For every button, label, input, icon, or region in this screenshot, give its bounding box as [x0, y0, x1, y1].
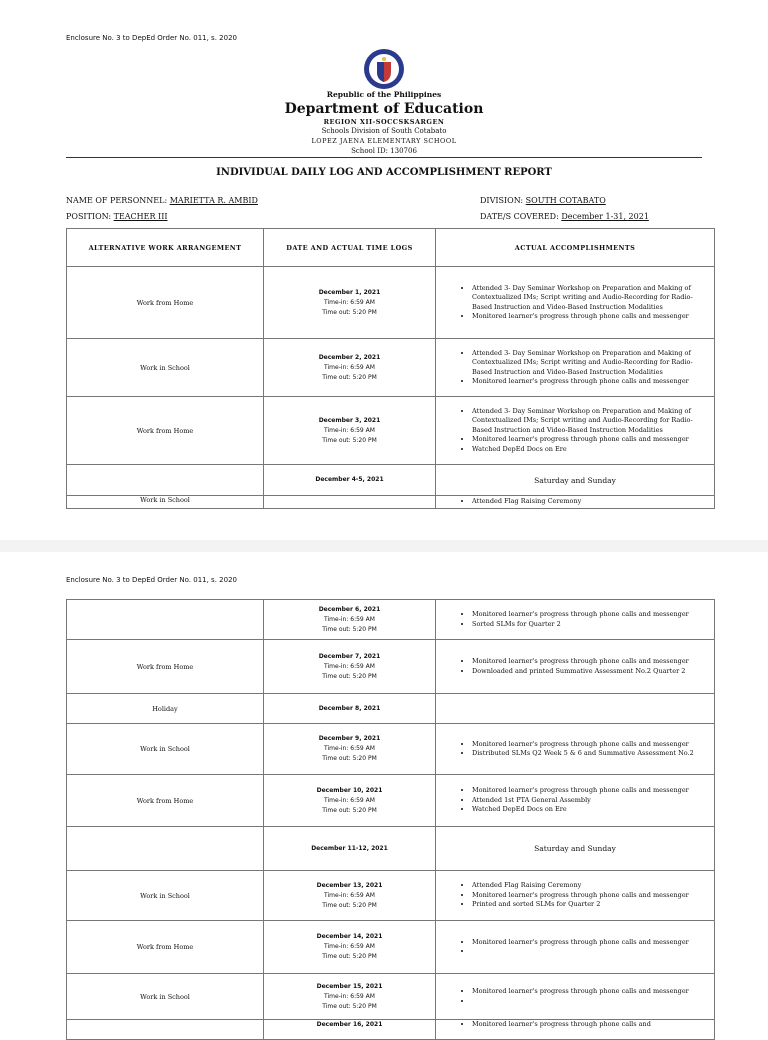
accomplishment-item: • Attended 3- Day Seminar Workshop on Preparation and Making of Contextualized IMs; Script writing and Audio-Recording for Radio-Based Instruction and Video-Based Instruction Modalities	[472, 407, 706, 436]
position-row	[66, 212, 168, 221]
page-gap	[0, 540, 768, 552]
arrangement-cell: Holiday	[67, 694, 264, 724]
accomplishment-item: • Attended Flag Raising Ceremony	[472, 881, 706, 891]
accomplishment-item: • Monitored learner's progress through phone calls and messenger	[472, 740, 706, 750]
table-row	[67, 267, 715, 339]
table-row	[67, 775, 715, 827]
log-date: December 7, 2021	[318, 652, 381, 660]
dates-covered-value: December 1-31, 2021	[561, 212, 649, 221]
table-row	[67, 496, 715, 509]
log-date: December 2, 2021	[318, 353, 381, 361]
accomplishment-item: • Attended 3- Day Seminar Workshop on Preparation and Making of Contextualized IMs; Script writing and Audio-Recording for Radio-Based Instruction and Video-Based Instruction Modalities	[472, 284, 706, 313]
dates-covered-row	[480, 212, 649, 221]
accomplishments-cell	[436, 871, 715, 921]
log-date: December 15, 2021	[316, 982, 383, 990]
log-date: December 4-5, 2021	[315, 476, 384, 483]
department-title: Department of Education	[284, 101, 484, 117]
time-out: Time out: 5:20 PM	[322, 806, 377, 814]
time-in: Time-in: 6:59 AM	[324, 426, 375, 434]
accomplishments-cell	[436, 600, 715, 640]
log-date: December 11-12, 2021	[311, 844, 388, 852]
log-date: December 16, 2021	[316, 1021, 383, 1028]
time-out: Time out: 5:20 PM	[322, 436, 377, 444]
accomplishment-item: • Monitored learner's progress through phone calls and messenger	[472, 312, 706, 322]
accomplishments-cell	[436, 339, 715, 397]
arrangement-cell: Work from Home	[67, 921, 264, 974]
time-in: Time-in: 6:59 AM	[324, 363, 375, 371]
accomplishment-item: • Monitored learner's progress through phone calls and messenger	[472, 786, 706, 796]
personnel-name-row	[66, 196, 258, 205]
school-name: LOPEZ JAENA ELEMENTARY SCHOOL	[311, 137, 457, 145]
school-id: School ID: 130706	[351, 147, 417, 155]
position-value: TEACHER III	[113, 212, 168, 221]
accomplishment-item: • Sorted SLMs for Quarter 2	[472, 620, 706, 630]
time-out: Time out: 5:20 PM	[322, 1002, 377, 1010]
arrangement-cell: Work from Home	[67, 397, 264, 465]
accomplishments-cell	[436, 921, 715, 974]
time-log-cell	[264, 974, 436, 1020]
time-log-cell	[264, 775, 436, 827]
log-date: December 8, 2021	[318, 704, 381, 712]
document-page-2	[0, 552, 768, 1028]
division-row	[480, 196, 606, 205]
time-in: Time-in: 6:59 AM	[324, 745, 375, 752]
arrangement-cell: Work from Home	[67, 267, 264, 339]
accomplishments-cell	[436, 640, 715, 694]
table-row	[67, 600, 715, 640]
table-row	[67, 974, 715, 1020]
arrangement-cell	[67, 465, 264, 496]
table-row	[67, 694, 715, 724]
time-in: Time-in: 6:59 AM	[324, 943, 375, 950]
time-out: Time out: 5:20 PM	[322, 901, 377, 909]
log-date: December 1, 2021	[318, 288, 381, 296]
enclosure-note: Enclosure No. 3 to DepEd Order No. 011, s. 2020	[66, 576, 237, 584]
column-header: ALTERNATIVE WORK ARRANGEMENT	[67, 229, 264, 267]
accomplishment-item: • Attended 1st PTA General Assembly	[472, 796, 706, 806]
arrangement-cell: Work in School	[67, 496, 264, 509]
arrangement-cell: Work in School	[67, 339, 264, 397]
accomplishment-item: • Monitored learner's progress through phone calls and messenger	[472, 938, 706, 948]
division-field-value: SOUTH COTABATO	[525, 196, 606, 205]
time-log-cell	[264, 921, 436, 974]
accomplishments-cell	[436, 397, 715, 465]
log-date: December 3, 2021	[318, 416, 381, 424]
time-out: Time out: 5:20 PM	[322, 373, 377, 381]
accomplishments-cell	[436, 694, 715, 724]
table-row	[67, 397, 715, 465]
accomplishment-item: • Monitored learner's progress through phone calls and messenger	[472, 377, 706, 387]
arrangement-cell: Work in School	[67, 974, 264, 1020]
time-log-cell	[264, 600, 436, 640]
arrangement-cell	[67, 600, 264, 640]
accomplishments-cell	[436, 496, 715, 509]
time-log-cell	[264, 724, 436, 775]
accomplishments-cell	[436, 1020, 715, 1040]
arrangement-cell: Work in School	[67, 871, 264, 921]
accomplishments-cell	[436, 724, 715, 775]
accomplishment-item: • Monitored learner's progress through phone calls and	[472, 1020, 706, 1030]
personnel-name-value: MARIETTA R. AMBID	[169, 196, 258, 205]
accomplishment-item: • Distributed SLMs Q2 Week 5 & 6 and Summative Assessment No.2	[472, 749, 706, 759]
accomplishment-item: • Watched DepEd Docs on Ere	[472, 805, 706, 815]
log-date: December 10, 2021	[316, 786, 383, 794]
time-in: Time-in: 6:59 AM	[324, 992, 375, 1000]
time-in: Time-in: 6:59 AM	[324, 796, 375, 804]
accomplishment-item: • Attended Flag Raising Ceremony	[472, 497, 706, 507]
time-in: Time-in: 6:59 AM	[324, 662, 375, 670]
column-header: DATE AND ACTUAL TIME LOGS	[264, 229, 436, 267]
time-out: Time out: 5:20 PM	[322, 308, 377, 316]
accomplishment-item	[472, 947, 706, 957]
accomplishment-item: • Downloaded and printed Summative Assessment No.2 Quarter 2	[472, 667, 706, 677]
report-title: INDIVIDUAL DAILY LOG AND ACCOMPLISHMENT REPORT	[216, 167, 552, 178]
table-row	[67, 640, 715, 694]
arrangement-cell: Work from Home	[67, 775, 264, 827]
log-table-page-2	[66, 599, 715, 1040]
accomplishment-item: • Watched DepEd Docs on Ere	[472, 445, 706, 455]
table-row	[67, 1020, 715, 1040]
time-log-cell	[264, 827, 436, 871]
division-label: Schools Division of South Cotabato	[321, 127, 447, 135]
table-row	[67, 339, 715, 397]
position-label: POSITION:	[66, 212, 112, 221]
enclosure-note: Enclosure No. 3 to DepEd Order No. 011, s. 2020	[66, 34, 237, 42]
weekend-cell: Saturday and Sunday	[436, 465, 715, 496]
time-log-cell	[264, 397, 436, 465]
time-in: Time-in: 6:59 AM	[324, 891, 375, 899]
personnel-name-label: NAME OF PERSONNEL:	[66, 196, 168, 205]
time-log-cell	[264, 640, 436, 694]
column-header: ACTUAL ACCOMPLISHMENTS	[436, 229, 715, 267]
log-date: December 13, 2021	[316, 881, 383, 889]
table-row	[67, 827, 715, 871]
time-out: Time out: 5:20 PM	[322, 625, 377, 633]
arrangement-cell: Work from Home	[67, 640, 264, 694]
time-out: Time out: 5:20 PM	[322, 953, 377, 960]
arrangement-cell	[67, 827, 264, 871]
time-log-cell	[264, 339, 436, 397]
division-field-label: DIVISION:	[480, 196, 524, 205]
accomplishment-item: • Monitored learner's progress through phone calls and messenger	[472, 435, 706, 445]
table-row	[67, 921, 715, 974]
log-date: December 9, 2021	[318, 735, 381, 742]
table-row	[67, 724, 715, 775]
republic-label: Republic of the Philippines	[326, 90, 442, 99]
dates-covered-label: DATE/S COVERED:	[480, 212, 559, 221]
accomplishment-item: • Printed and sorted SLMs for Quarter 2	[472, 900, 706, 910]
accomplishments-cell	[436, 267, 715, 339]
table-row	[67, 871, 715, 921]
log-table-page-1	[66, 228, 715, 509]
time-out: Time out: 5:20 PM	[322, 672, 377, 680]
accomplishments-cell	[436, 974, 715, 1020]
log-date: December 14, 2021	[316, 933, 383, 940]
accomplishment-item: • Monitored learner's progress through phone calls and messenger	[472, 987, 706, 997]
time-log-cell	[264, 694, 436, 724]
time-in: Time-in: 6:59 AM	[324, 615, 375, 623]
accomplishment-item: • Monitored learner's progress through phone calls and messenger	[472, 610, 706, 620]
arrangement-cell: Work in School	[67, 724, 264, 775]
accomplishment-item: • Monitored learner's progress through phone calls and messenger	[472, 891, 706, 901]
region-label: REGION XII-SOCCSKSARGEN	[323, 118, 445, 126]
deped-seal-icon	[363, 48, 405, 90]
time-log-cell	[264, 267, 436, 339]
accomplishments-cell	[436, 775, 715, 827]
accomplishment-item	[472, 997, 706, 1007]
accomplishment-item: • Attended 3- Day Seminar Workshop on Preparation and Making of Contextualized IMs; Script writing and Audio-Recording for Radio-Based Instruction and Video-Based Instruction Modalities	[472, 349, 706, 378]
arrangement-cell	[67, 1020, 264, 1040]
table-header-row	[67, 229, 715, 267]
time-in: Time-in: 6:59 AM	[324, 298, 375, 306]
log-date: December 6, 2021	[318, 605, 381, 613]
time-log-cell	[264, 465, 436, 496]
accomplishment-item: • Monitored learner's progress through phone calls and messenger	[472, 657, 706, 667]
table-row	[67, 465, 715, 496]
time-log-cell	[264, 871, 436, 921]
time-log-cell	[264, 496, 436, 509]
weekend-cell: Saturday and Sunday	[436, 827, 715, 871]
header-divider	[66, 157, 702, 158]
time-out: Time out: 5:20 PM	[322, 755, 377, 762]
time-log-cell	[264, 1020, 436, 1040]
